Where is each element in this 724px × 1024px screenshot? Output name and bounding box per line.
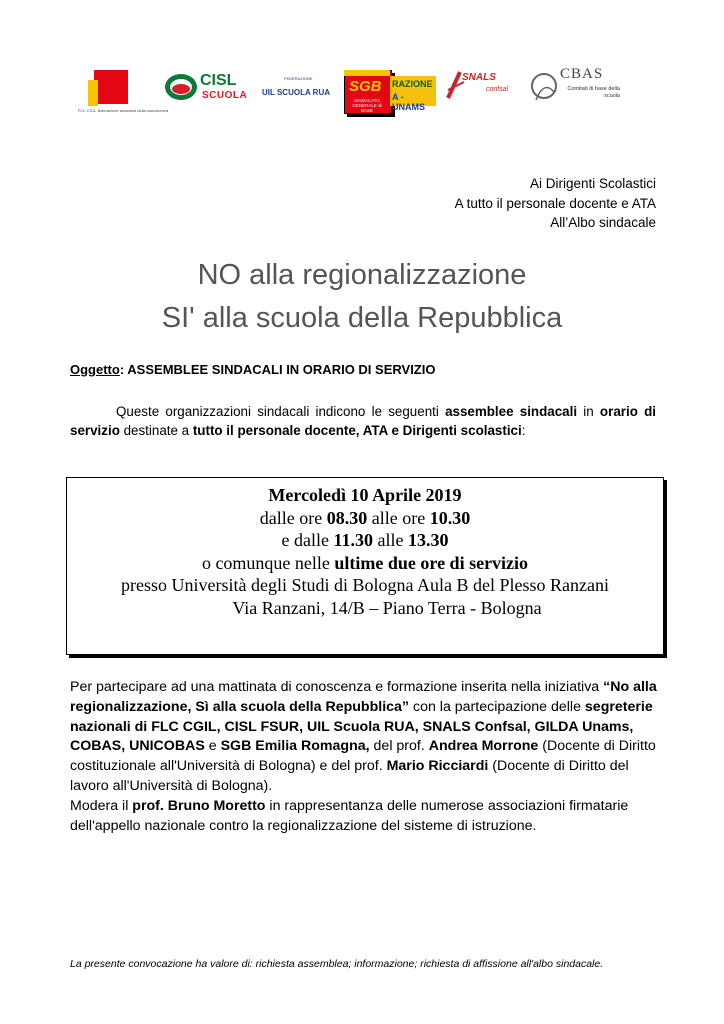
cobas-logo: CBAS Comitati di base della scuola (530, 66, 630, 118)
intro-paragraph: Queste organizzazioni sindacali indicono le seguenti assemblee sindacali in orario di servizio destinate a tutto il personale docente, ATA e Dirigenti scolastici: (70, 404, 656, 438)
subject-line (70, 362, 435, 377)
addressee-line: A tutto il personale docente e ATA (454, 195, 656, 211)
subject-label: Oggetto (70, 362, 120, 377)
event-time-1: dalle ore 08.30 alle ore 10.30 (259, 507, 471, 528)
sgb-gilda-logo: SGB SINDACATO GENERALE di BASE RAZIONE A - UNAMS (344, 70, 436, 112)
footer-note: La presente convocazione ha valore di: richiesta assemblea; informazione; richiesta di affissione all'albo sindacale. (70, 958, 604, 970)
addressees (455, 174, 656, 233)
uil-scuola-rua-logo: FEDERAZIONE UIL SCUOLA RUA (262, 76, 330, 97)
addressee-line: All’Albo sindacale (550, 215, 656, 230)
event-time-3: o comunque nelle ultime due ore di servizio (201, 552, 529, 573)
subject-text: : ASSEMBLEE SINDACALI IN ORARIO DI SERVIZIO (119, 362, 436, 377)
event-place: presso Università degli Studi di Bologna Aula B del Plesso Ranzani (121, 575, 609, 595)
event-date: Mercoledì 10 Aprile 2019 (268, 485, 462, 505)
title-line-2: SI' alla scuola della Repubblica (161, 302, 563, 334)
title-line-1: NO alla regionalizzazione (197, 259, 527, 291)
addressee-line: Ai Dirigenti Scolastici (529, 176, 656, 191)
flc-cgil-logo: FLC CGIL federazione lavoratori della conoscenza (78, 70, 148, 118)
event-time-2: e dalle 11.30 alle 13.30 (281, 530, 449, 550)
body-paragraph: Per partecipare ad una mattinata di conoscenza e formazione inserita nella iniziativa “No alla regionalizzazione, Sì alla scuola della Repubblica” con la partecipazione delle segreterie nazionali di FLC CGIL, CISL FSUR, UIL Scuola RUA, SNALS Confsal, GILDA Unams, COBAS, UNICOBAS e SGB Emilia Romagna, del prof. Andrea Morrone (Docente di Diritto costituzionale all'Università di Bologna) e del prof. Mario Ricciardi (Docente di Diritto del lavoro all'Università di Bologna). Modera il prof. Bruno Moretto in rappresentanza delle numerose associazioni firmatarie dell'appello nazionale contro la regionalizzazione del sisteme di istruzione. (70, 679, 657, 834)
event-details-box (66, 477, 664, 655)
event-address: Via Ranzani, 14/B – Piano Terra - Bologna (232, 597, 542, 618)
cisl-scuola-logo: CISL SCUOLA (164, 70, 256, 106)
snals-confsal-logo: SNALS confsal (446, 70, 518, 106)
union-logos (78, 58, 658, 118)
